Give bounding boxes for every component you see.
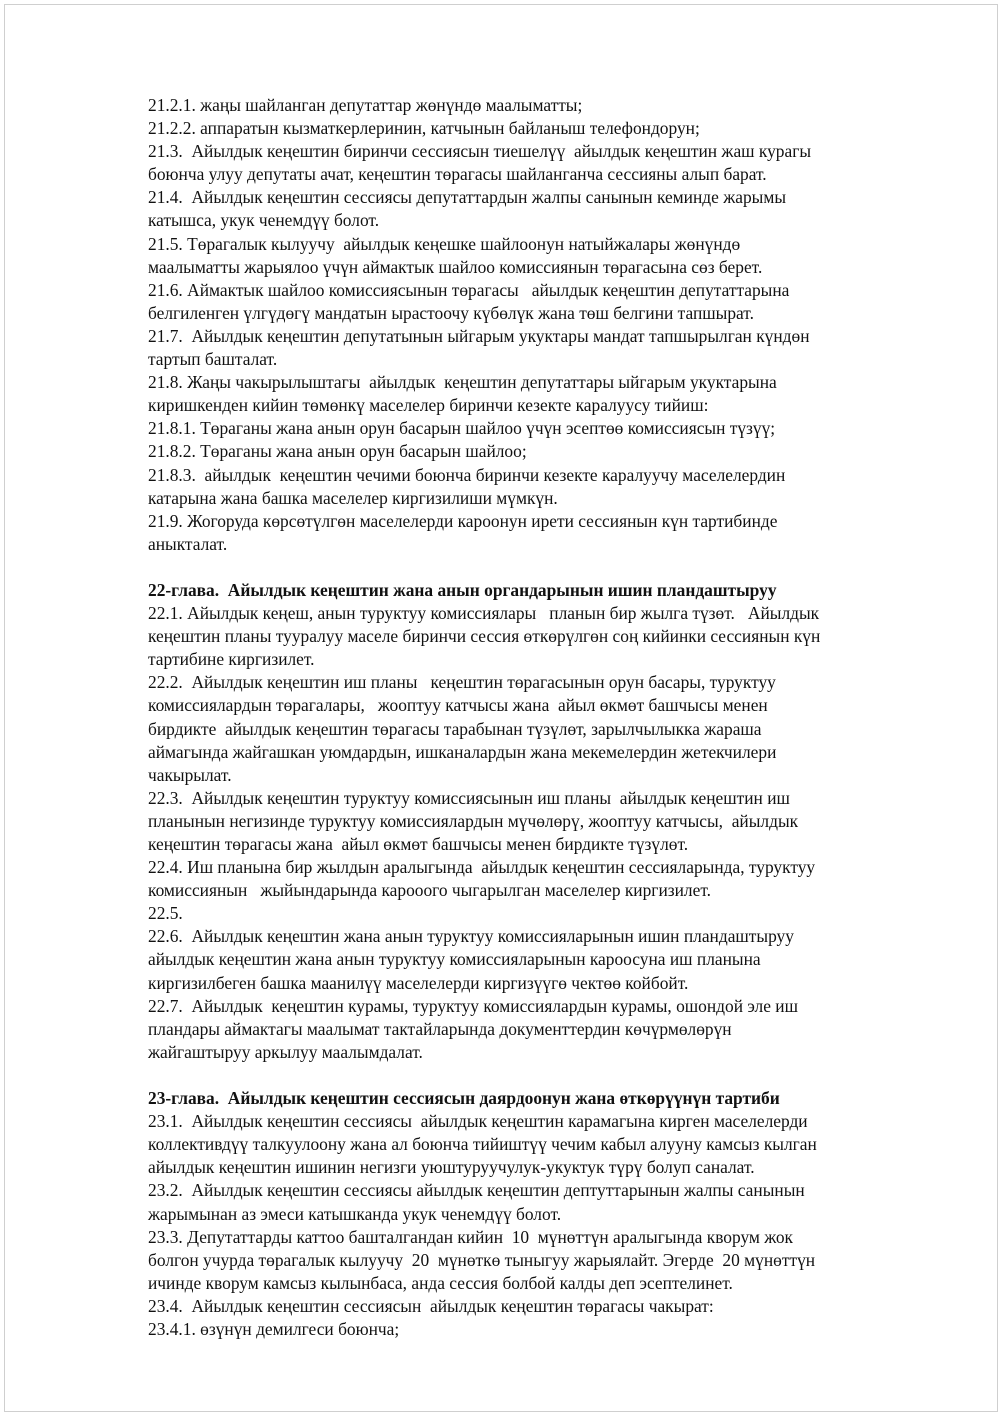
text-line: болгон учурда төрагалык кылуучу 20 мүнөткө тыныгуу жарыялайт. Эгерде 20 мүнөттүн (148, 1249, 816, 1270)
text-line: чакырылат. (148, 764, 232, 785)
text-line: тартибине киргизилет. (148, 649, 315, 670)
text-line: 21.8.2. Төраганы жана анын орун басарын шайлоо; (148, 441, 527, 462)
text-line: 23.3. Депутаттарды каттоо башталгандан кийин 10 мүнөттүн аралыгында кворум жок (148, 1226, 793, 1247)
text-line: ичинде кворум камсыз кылынбаса, анда сессия болбой калды деп эсептелинет. (148, 1272, 733, 1293)
text-line: 22.2. Айылдык кеңештин иш планы кеңештин төрагасынын орун басары, туруктуу (148, 672, 776, 693)
text-line: 21.6. Аймактык шайлоо комиссиясынын төрагасы айылдык кеңештин депутаттарына (148, 279, 790, 300)
text-line: айылдык кеңештин жана анын туруктуу комиссияларынын кароосуна иш планына (148, 949, 761, 970)
text-line: бирдикте айылдык кеңештин төрагасы тарабынан түзүлөт, зарылчылыкка жараша (148, 718, 762, 739)
text-line: 22.1. Айылдык кеңеш, анын туруктуу комиссиялары планын бир жылга түзөт. Айылдык (148, 603, 820, 624)
chapter-heading: 22-глава. Айылдык кеңештин жана анын органдарынын ишин пландаштыруу (148, 579, 777, 600)
text-line: 23.2. Айылдык кеңештин сессиясы айылдык кеңештин дептуттарынын жалпы санынын (148, 1180, 805, 1201)
text-line: 21.8. Жаңы чакырылыштагы айылдык кеңештин депутаттары ыйгарым укуктарына (148, 372, 777, 393)
text-line: комиссиялардын төрагалары, жооптуу катчысы жана айыл өкмөт башчысы менен (148, 695, 768, 716)
text-line: 22.5. (148, 903, 183, 924)
text-line: катарына жана башка маселелер киргизилиши мүмкүн. (148, 487, 558, 508)
text-line: жарымынан аз эмеси катышканда укук ченемдүү болот. (148, 1203, 562, 1224)
text-line: киргизилбеген башка маанилүү маселелерди киргизүүгө чектөө койбойт. (148, 972, 689, 993)
text-line: 21.2.2. аппаратын кызматкерлеринин, катчынын байланыш телефондорун; (148, 118, 700, 139)
text-line: пландары аймактагы маалымат тактайларында документтердин көчүрмөлөрүн (148, 1018, 732, 1039)
text-line: кеңештин планы тууралуу маселе биринчи сессия өткөрүлгөн соң кийинки сессиянын күн (148, 626, 821, 647)
text-line: 23.1. Айылдык кеңештин сессиясы айылдык кеңештин карамагына кирген маселелерди (148, 1111, 808, 1132)
chapter-heading: 23-глава. Айылдык кеңештин сессиясын даярдоонун жана өткөрүүнүн тартиби (148, 1088, 780, 1109)
text-line: жайгаштыруу аркылуу маалымдалат. (148, 1041, 423, 1062)
text-line: 21.3. Айылдык кеңештин биринчи сессиясын тиешелүү айылдык кеңештин жаш курагы (148, 141, 812, 162)
text-line: 21.2.1. жаңы шайланган депутаттар жөнүндө маалыматты; (148, 95, 583, 115)
text-line: 23.4.1. өзүнүн демилгеси боюнча; (148, 1318, 400, 1339)
text-line: тартып башталат. (148, 349, 278, 370)
text-line: аймагында жайгашкан уюмдардын, ишканалардын жана мекемелердин жетекчилери (148, 741, 777, 762)
text-line: планынын негизинде туруктуу комиссиялардын мүчөлөрү, жооптуу катчысы, айылдык (148, 810, 799, 831)
text-line: айылдык кеңештин ишинин негизги уюштуруучулук-укуктук түрү болуп саналат. (148, 1157, 755, 1178)
text-line: боюнча улуу депутаты ачат, кеңештин төрагасы шайланганча сессияны алып барат. (148, 164, 767, 185)
text-line: 23.4. Айылдык кеңештин сессиясын айылдык кеңештин төрагасы чакырат: (148, 1295, 714, 1316)
document-page (4, 4, 998, 1412)
text-line: коллективдүү талкуулоону жана ал боюнча тийиштүү чечим кабыл алууну камсыз кылган (148, 1134, 817, 1155)
text-line: 22.6. Айылдык кеңештин жана анын туруктуу комиссияларынын ишин пландаштыруу (148, 926, 794, 947)
text-line: 21.9. Жогоруда көрсөтүлгөн маселелерди кароонун ирети сессиянын күн тартибинде (148, 510, 778, 531)
text-line: катышса, укук ченемдүү болот. (148, 210, 380, 231)
text-line: комиссиянын жыйындарында карооого чыгарылган маселелер киргизилет. (148, 880, 711, 901)
text-line: маалыматты жарыялоо үчүн аймактык шайлоо комиссиянын төрагасына сөз берет. (148, 256, 763, 277)
text-line: 21.8.1. Төраганы жана анын орун басарын шайлоо үчүн эсептөө комиссиясын түзүү; (148, 418, 776, 439)
text-line: 21.4. Айылдык кеңештин сессиясы депутаттардын жалпы санынын кеминде жарымы (148, 187, 787, 208)
text-line: 21.7. Айылдык кеңештин депутатынын ыйгарым укуктары мандат тапшырылган күндөн (148, 325, 810, 346)
text-line: 22.7. Айылдык кеңештин курамы, туруктуу комиссиялардын курамы, ошондой эле иш (148, 995, 798, 1016)
paragraph-spacer (148, 556, 938, 579)
paragraph-spacer (148, 1064, 938, 1087)
text-line: киришкенден кийин төмөнкү маселелер биринчи кезекте каралуусу тийиш: (148, 395, 709, 416)
text-line: 22.3. Айылдык кеңештин туруктуу комиссиясынын иш планы айылдык кеңештин иш (148, 787, 790, 808)
text-line: белгиленген үлгүдөгү мандатын ырастоочу күбөлүк жана төш белгини тапшырат. (148, 302, 754, 323)
text-line: кеңештин төрагасы жана айыл өкмөт башчысы менен бирдикте түзүлөт. (148, 834, 689, 854)
text-line: 21.5. Төрагалык кылуучу айылдык кеңешке шайлоонун натыйжалары жөнүндө (148, 233, 741, 254)
text-line: аныкталат. (148, 533, 228, 554)
text-line: 22.4. Иш планына бир жылдын аралыгында айылдык кеңештин сессияларында, туруктуу (148, 857, 816, 878)
document-body (148, 94, 938, 1341)
text-line: 21.8.3. айылдык кеңештин чечими боюнча биринчи кезекте каралуучу маселелердин (148, 464, 786, 485)
